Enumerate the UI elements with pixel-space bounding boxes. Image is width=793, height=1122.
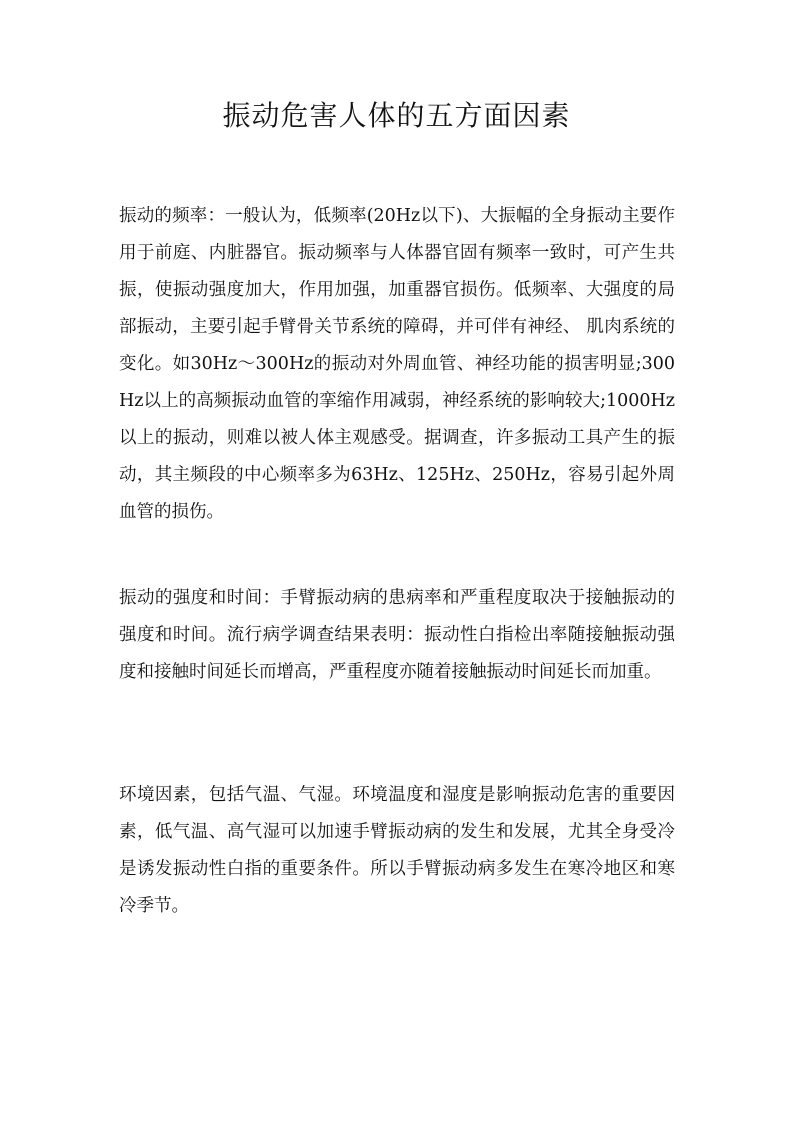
paragraph-frequency: 振动的频率：一般认为，低频率(20Hz以下)、大振幅的全身振动主要作用于前庭、内脏器官。振动频率与人体器官固有频率一致时，可产生共振，使振动强度加大，作用加强，加重器官损伤。低频率、大强度的局部振动，主要引起手臂骨关节系统的障碍，并可伴有神经、 肌肉系统的变化。如30Hz～300Hz的振动对外周血管、神经功能的损害明显;300Hz以上的高频振动血管的挛缩作用减弱，神经系统的影响较大;1000Hz以上的振动，则难以被人体主观感受。据调查，许多振动工具产生的振动，其主频段的中心频率多为63Hz、125Hz、250Hz，容易引起外周血管的损伤。 bbox=[119, 206, 675, 522]
document-title: 振动危害人体的五方面因素 bbox=[222, 99, 571, 132]
paragraph-intensity-time: 振动的强度和时间：手臂振动病的患病率和严重程度取决于接触振动的强度和时间。流行病学调查结果表明：振动性白指检出率随接触振动强度和接触时间延长而增高，严重程度亦随着接触振动时间延长而加重。 bbox=[119, 588, 675, 682]
paragraph-environment: 环境因素，包括气温、气湿。环境温度和湿度是影响振动危害的重要因素，低气温、高气湿可以加速手臂振动病的发生和发展，尤其全身受冷是诱发振动性白指的重要条件。所以手臂振动病多发生在寒冷地区和寒冷季节。 bbox=[119, 785, 675, 916]
